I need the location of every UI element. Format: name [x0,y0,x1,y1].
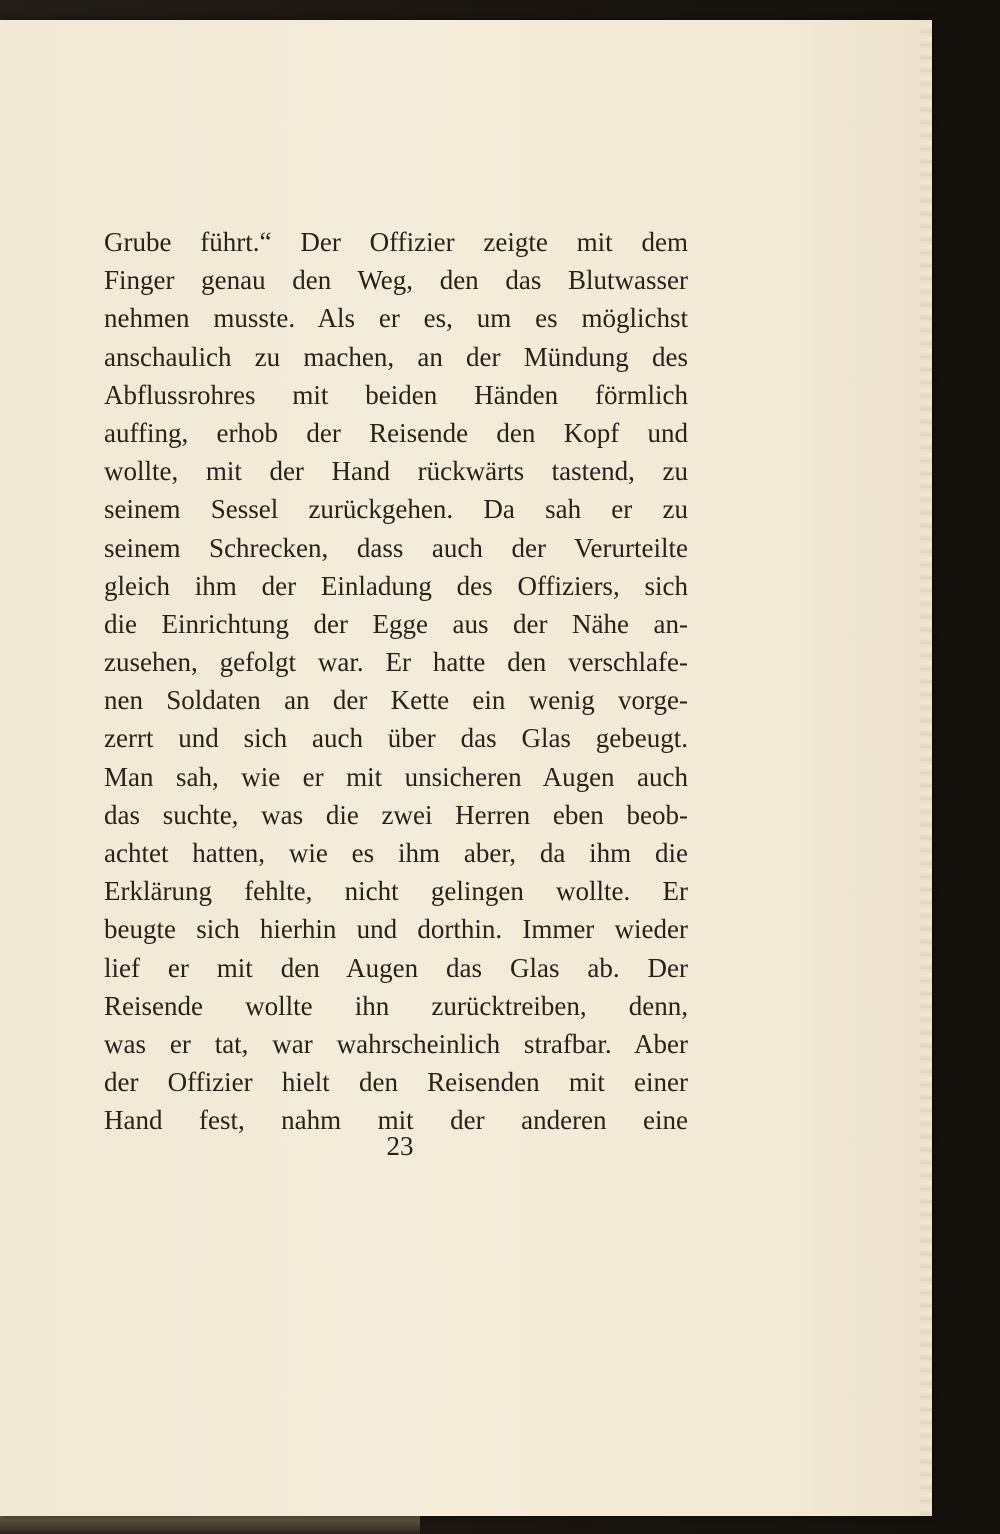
text-line: Erklärung fehlte, nicht gelingen wollte. Er [104,876,688,907]
page-number: 23 [386,1131,414,1161]
text-line: seinem Schrecken, dass auch der Verurteilte [104,532,688,563]
text-line: auffing, erhob der Reisende den Kopf und [104,417,688,448]
page-edge [920,20,932,1516]
text-line: Finger genau den Weg, den das Blutwasser [104,265,688,296]
text-line: lief er mit den Augen das Glas ab. Der [104,952,688,983]
text-line: die Einrichtung der Egge aus der Nähe an- [104,608,688,639]
text-line: nen Soldaten an der Kette ein wenig vorge- [104,685,688,716]
text-line: das suchte, was die zwei Herren eben beob- [104,799,688,830]
text-line: beugte sich hierhin und dorthin. Immer wieder [104,914,688,945]
text-line: achtet hatten, wie es ihm aber, da ihm die [104,838,688,868]
text-line: zusehen, gefolgt war. Er hatte den verschlafe- [104,647,688,678]
text-line: Grube führt.“ Der Offizier zeigte mit dem [104,227,688,257]
text-line: der Offizier hielt den Reisenden mit einer [104,1067,688,1098]
text-line: nehmen musste. Als er es, um es möglichst [104,303,688,334]
text-line: was er tat, war wahrscheinlich strafbar. Aber [104,1028,688,1059]
text-line: Hand fest, nahm mit der anderen eine [104,1105,688,1136]
book-page [0,20,930,1516]
text-line: wollte, mit der Hand rückwärts tastend, zu [104,456,688,487]
body-text [104,223,688,1140]
text-line: Man sah, wie er mit unsicheren Augen auch [104,761,688,792]
text-line: anschaulich zu machen, an der Mündung des [104,341,688,372]
text-line: zerrt und sich auch über das Glas gebeugt. [104,723,688,754]
text-line: Reisende wollte ihn zurücktreiben, denn, [104,990,688,1021]
text-line: seinem Sessel zurückgehen. Da sah er zu [104,494,688,525]
text-line: gleich ihm der Einladung des Offiziers, sich [104,570,688,601]
text-line: Abflussrohres mit beiden Händen förmlich [104,379,688,410]
